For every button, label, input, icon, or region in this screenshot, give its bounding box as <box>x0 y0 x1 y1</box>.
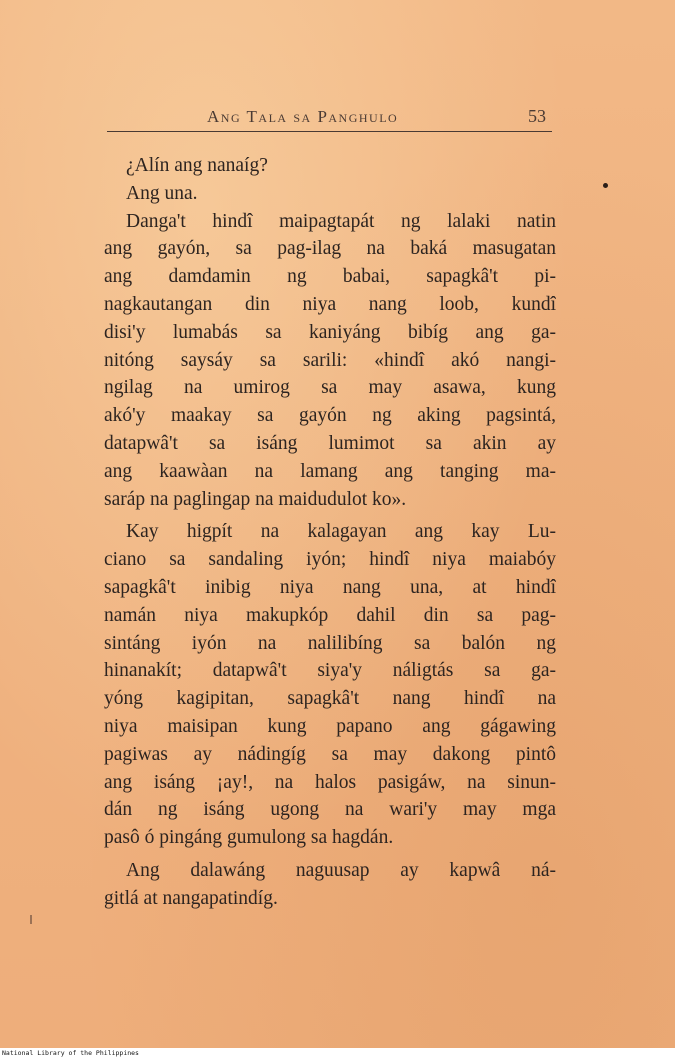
text-line: niya maisipan kung papano ang gágawing <box>104 715 556 737</box>
text-line: gitlá at nangapatindíg. <box>104 887 278 909</box>
body-text <box>104 152 556 913</box>
text-line: Ang una. <box>126 182 198 204</box>
scan-footer <box>0 1049 675 1058</box>
text-line: pagiwas ay nádingíg sa may dakong pintô <box>104 743 556 765</box>
text-line: pasô ó pingáng gumulong sa hagdán. <box>104 827 394 849</box>
text-line: ang kaawàan na lamang ang tanging ma- <box>104 460 556 482</box>
text-line: ang damdamin ng babai, sapagkâ't pi- <box>104 266 556 288</box>
text-line: sapagkâ't inibig niya nang una, at hindî <box>104 576 556 598</box>
page-number: 53 <box>528 106 546 126</box>
text-line: akó'y maakay sa gayón ng aking pagsintá, <box>104 405 556 427</box>
text-line: ¿Alín ang nanaíg? <box>126 155 268 176</box>
library-watermark: National Library of the Philippines <box>2 1049 139 1057</box>
text-line: Danga't hindî maipagtapát ng lalaki natin <box>126 210 556 232</box>
ink-dot <box>603 183 608 188</box>
text-line: Kay higpít na kalagayan ang kay Lu- <box>126 521 556 543</box>
text-line: sintáng iyón na nalilibíng sa balón ng <box>104 632 556 654</box>
paper-speck <box>30 915 32 924</box>
text-line: namán niya makupkóp dahil din sa pag- <box>104 604 556 626</box>
text-line: ang gayón, sa pag-ilag na baká masugatan <box>104 238 556 260</box>
text-line: disi'y lumabás sa kaniyáng bibíg ang ga- <box>104 321 556 343</box>
text-line: datapwâ't sa isáng lumimot sa akin ay <box>104 432 556 454</box>
text-line: ngilag na umirog sa may asawa, kung <box>104 377 556 399</box>
text-line: ciano sa sandaling iyón; hindî niya maiabóy <box>104 549 556 571</box>
text-line: dán ng isáng ugong na wari'y may mga <box>104 799 556 821</box>
text-line: yóng kagipitan, sapagkâ't nang hindî na <box>104 688 556 710</box>
text-line: saráp na paglingap na maidudulot ko». <box>104 488 407 510</box>
text-line: nagkautangan din niya nang loob, kundî <box>104 293 556 315</box>
text-line: nitóng saysáy sa sarili: «hindî akó nangi- <box>104 349 556 371</box>
header-rule <box>107 131 552 132</box>
running-header <box>107 103 552 131</box>
text-line: ang isáng ¡ay!, na halos pasigáw, na sinun- <box>104 771 556 793</box>
text-line: hinanakít; datapwâ't siya'y náligtás sa ga- <box>104 660 556 682</box>
running-title: Ang Tala sa Panghulo <box>207 107 399 126</box>
text-line: Ang dalawáng naguusap ay kapwâ ná- <box>126 859 556 881</box>
